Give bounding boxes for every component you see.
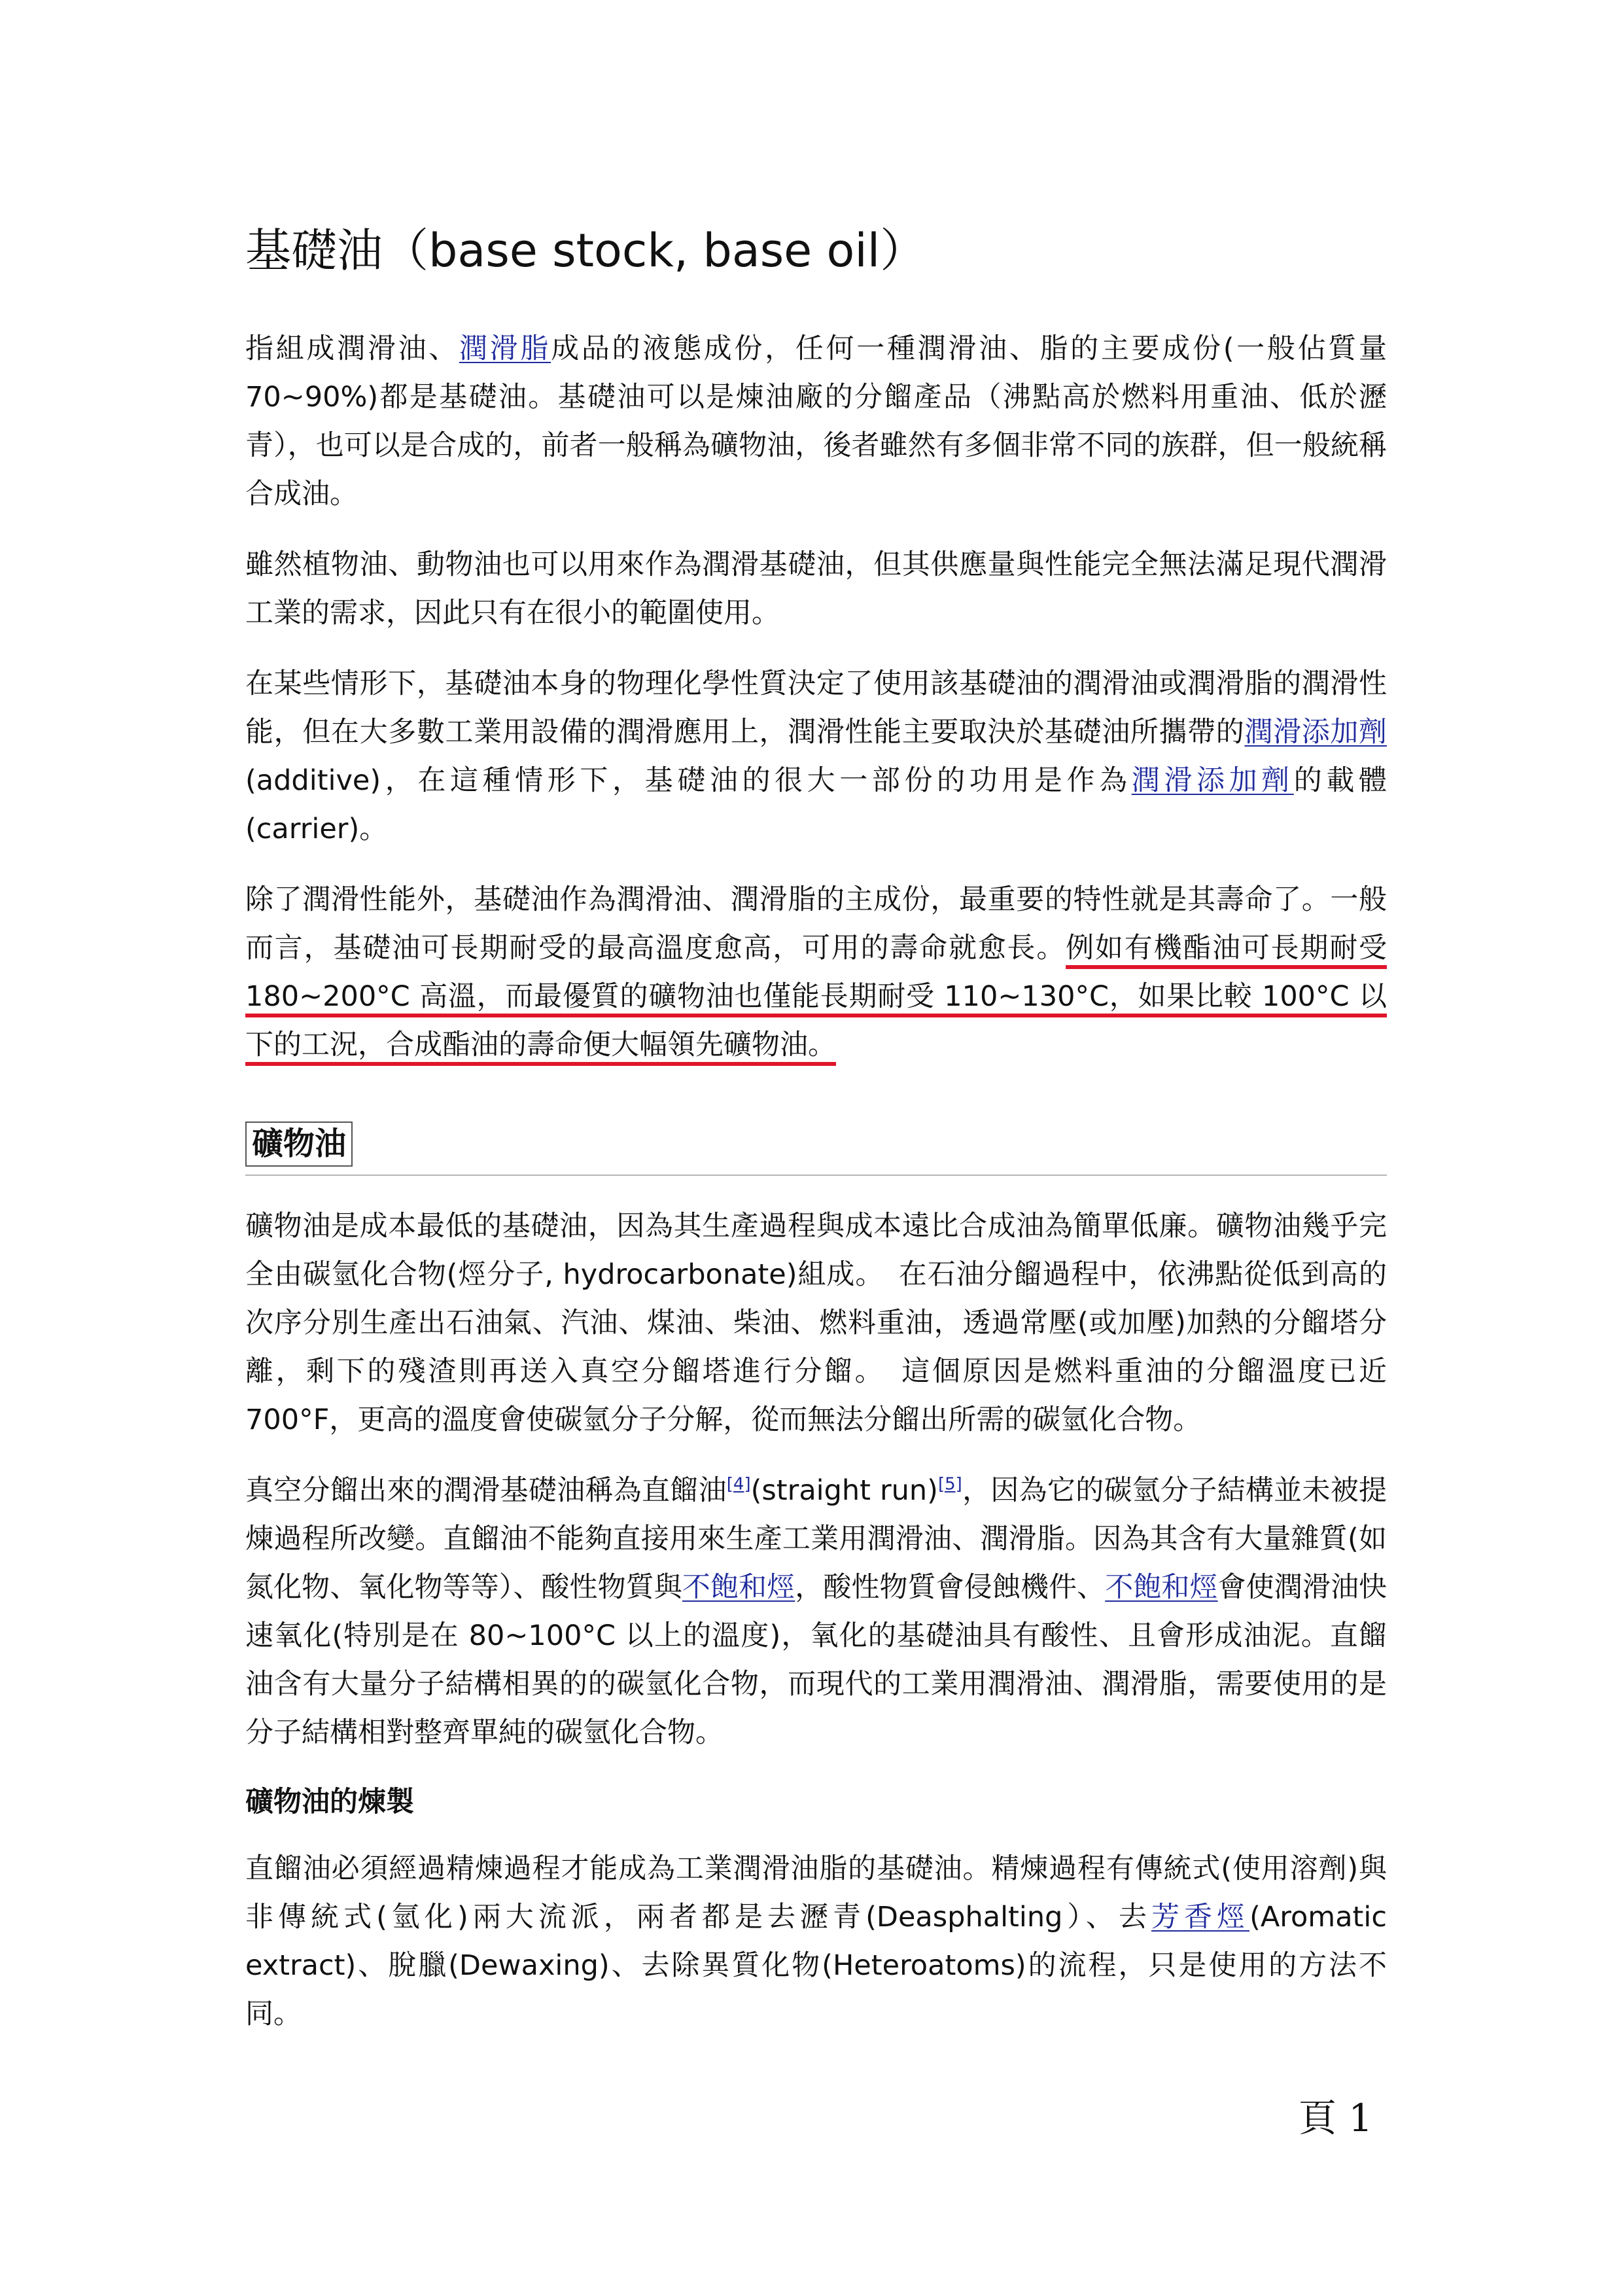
section-header-mineral-oil	[245, 1122, 1387, 1176]
link-lubricant-additive-1[interactable]: 潤滑添加劑	[1244, 715, 1387, 749]
text-run: 會使潤滑油快速氧化(特別是在 80~100°C 以上的溫度)，氧化的基礎油具有酸性、且會形成油泥。直餾油含有大量分子結構相異的的碳氫化合物，而現代的工業用潤滑油、潤滑脂，需要使用的是分子結構相對整齊單純的碳氫化合物。	[245, 1571, 1387, 1750]
paragraph-lifetime	[245, 875, 1387, 1069]
text-run: 的載體(carrier)。	[245, 764, 1387, 845]
link-lubricating-grease[interactable]: 潤滑脂	[459, 332, 551, 365]
paragraph-mineral-oil: 礦物油是成本最低的基礎油，因為其生產過程與成本遠比合成油為簡單低廉。礦物油幾乎完全由碳氫化合物(烴分子, hydrocarbonate)組成。 在石油分餾過程中，依沸點從低到高的次序分別生產出石油氣、汽油、煤油、柴油、燃料重油，透過常壓(或加壓)加熱的分餾塔分離，剩下的殘渣則再送入真空分餾塔進行分餾。 這個原因是燃料重油的分餾溫度已近 700°F，更高的溫度會使碳氫分子分解，從而無法分餾出所需的碳氫化合物。	[245, 1210, 1387, 1437]
paragraph-plant-oil: 雖然植物油、動物油也可以用來作為潤滑基礎油，但其供應量與性能完全無法滿足現代潤滑工業的需求，因此只有在很小的範圍使用。	[245, 548, 1387, 629]
text-run: ，因為它的碳氫分子結構並未被提煉過程所改變。直餾油不能夠直接用來生產工業用潤滑油、潤滑脂。因為其含有大量雜質(如氮化物、氧化物等等）、酸性物質與	[245, 1474, 1387, 1604]
link-unsaturated-hydrocarbon-2[interactable]: 不飽和烴	[1105, 1571, 1218, 1604]
text-run: (Aromatic extract)、脫臘(Dewaxing)、去除異質化物(Heteroatoms)的流程，只是使用的方法不同。	[245, 1901, 1387, 2031]
paragraph-refining	[245, 1845, 1387, 2038]
red-underline-annotation: 例如有機酯油可長期耐受 180~200°C 高溫，而最優質的礦物油也僅能長期耐受 110~130°C，如果比較 100°C 以下的工況，合成酯油的壽命便大幅領先礦物油。	[245, 931, 1387, 1061]
text-run: (straight run)	[750, 1474, 938, 1508]
paragraph-additive	[245, 660, 1387, 853]
citation-5[interactable]	[938, 1475, 962, 1494]
citation-4[interactable]	[727, 1475, 751, 1494]
citation-link-4[interactable]: [4]	[726, 1474, 751, 1494]
text-run: 指組成潤滑油、	[245, 332, 459, 365]
link-aromatic-hydrocarbon[interactable]: 芳香烴	[1151, 1901, 1250, 1934]
link-lubricant-additive-2[interactable]: 潤滑添加劑	[1131, 764, 1294, 797]
text-run: (additive)，在這種情形下，基礎油的很大一部份的功用是作為	[245, 764, 1132, 797]
text-run: 直餾油必須經過精煉過程才能成為工業潤滑油脂的基礎油。精煉過程有傳統式(使用溶劑)與非傳統式(氫化)兩大流派，兩者都是去瀝青(Deasphalting）、去	[245, 1852, 1387, 1934]
paragraph-intro	[245, 325, 1387, 518]
subsection-title: 礦物油的煉製	[245, 1786, 414, 1819]
paragraph-straight-run	[245, 1466, 1387, 1757]
article-body	[245, 222, 1387, 2060]
section-title: 礦物油	[245, 1122, 353, 1167]
text-run: 成品的液態成份，任何一種潤滑油、脂的主要成份(一般佔質量70~90%)都是基礎油。基礎油可以是煉油廠的分餾產品（沸點高於燃料用重油、低於瀝青），也可以是合成的，前者一般稱為礦物油，後者雖然有多個非常不同的族群，但一般統稱合成油。	[245, 332, 1387, 510]
link-unsaturated-hydrocarbon-1[interactable]: 不飽和烴	[682, 1571, 795, 1604]
text-run: 在某些情形下，基礎油本身的物理化學性質決定了使用該基礎油的潤滑油或潤滑脂的潤滑性能，但在大多數工業用設備的潤滑應用上，潤滑性能主要取決於基礎油所攜帶的	[245, 667, 1387, 749]
text-run: 除了潤滑性能外，基礎油作為潤滑油、潤滑脂的主成份，最重要的特性就是其壽命了。一般而言，基礎油可長期耐受的最高溫度愈高，可用的壽命就愈長。	[245, 883, 1387, 964]
citation-link-5[interactable]: [5]	[937, 1474, 962, 1494]
text-run: 真空分餾出來的潤滑基礎油稱為直餾油	[245, 1474, 727, 1508]
page-title: 基礎油（base stock, base oil）	[245, 224, 926, 277]
page-number: 頁 1	[1299, 2096, 1373, 2140]
text-run: ，酸性物質會侵蝕機件、	[795, 1571, 1106, 1604]
